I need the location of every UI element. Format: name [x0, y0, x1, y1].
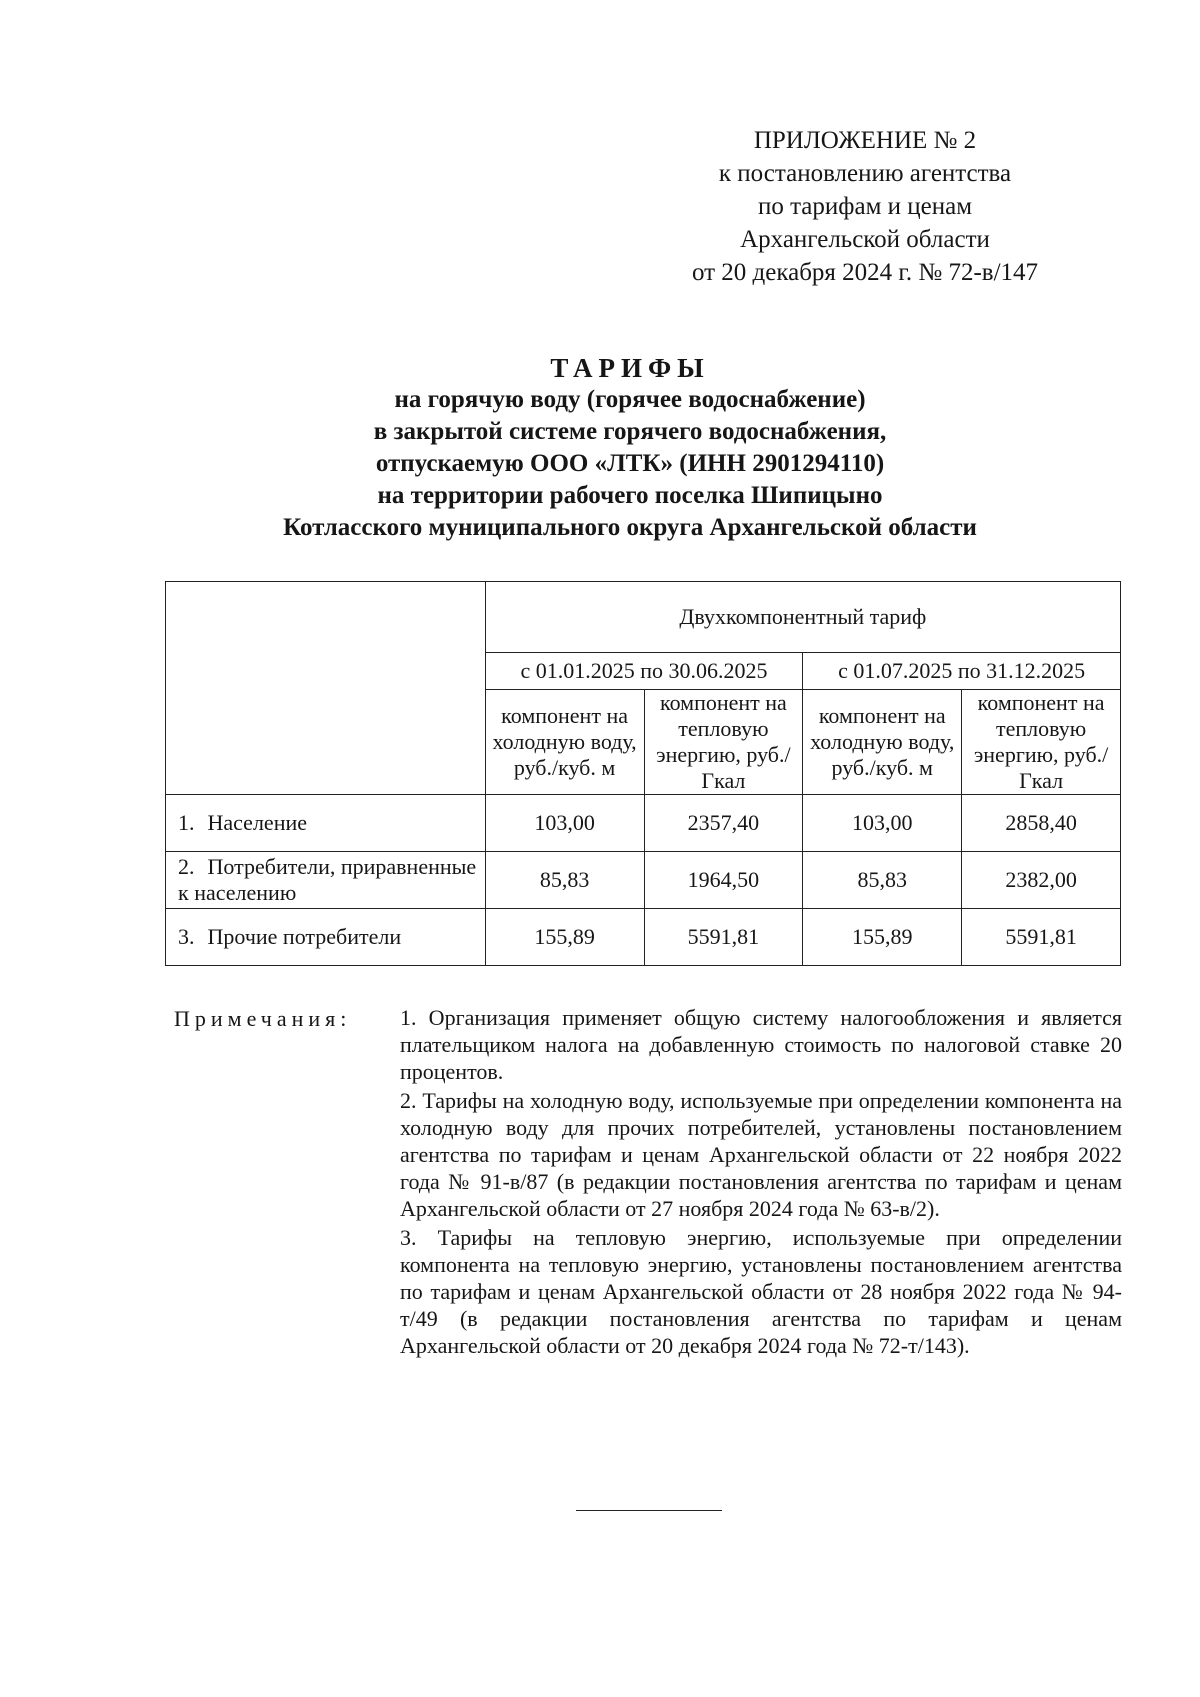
value-cell: 155,89: [485, 909, 644, 966]
end-divider: [576, 1510, 722, 1511]
title-line: Котласского муниципального округа Архангельской области: [283, 514, 977, 541]
row-label-cell: [166, 909, 486, 966]
appendix-ref-line: Архангельской области: [740, 226, 990, 253]
note-item: 3. Тарифы на тепловую энергию, используемые при определении компонента на тепловую энергию, установлены постановлением агентства по тарифам и ценам Архангельской области от 28 ноября 2022 года № 94-т/49 (в редакции постановления агентства по тарифам и ценам Архангельской области от 20 декабря 2024 года № 72-т/143).: [400, 1225, 1122, 1358]
title-line: на территории рабочего поселка Шипицыно: [377, 482, 883, 509]
title-main: ТАРИФЫ: [550, 353, 710, 383]
row-number: 2.: [178, 854, 195, 879]
title-line: отпускаемую ООО «ЛТК» (ИНН 2901294110): [375, 450, 885, 477]
value-cell: 2858,40: [962, 795, 1121, 852]
value-cell: 85,83: [485, 852, 644, 909]
appendix-header: [660, 124, 1070, 289]
notes-list: [400, 1004, 1122, 1361]
table-row: [166, 852, 1121, 909]
note-item: 2. Тарифы на холодную воду, используемые при определении компонента на холодную воду для прочих потребителей, установлены постановлением агентства по тарифам и ценам Архангельской области от 22 ноября 2022 года № 91-в/87 (в редакции постановления агентства по тарифам и ценам Архангельской области от 27 ноября 2024 года № 63-в/2).: [400, 1088, 1122, 1221]
header-component-heat-2: [962, 690, 1121, 795]
value-cell: 5591,81: [962, 909, 1121, 966]
value-cell: 103,00: [803, 795, 962, 852]
header-component-text: компонент на тепловую энергию, руб./Гкал: [973, 690, 1109, 793]
header-period-1: с 01.01.2025 по 30.06.2025: [485, 653, 803, 690]
header-component-cold-water-2: [803, 690, 962, 795]
appendix-date-number: от 20 декабря 2024 г. № 72-в/147: [691, 259, 1039, 286]
value-cell: 2357,40: [644, 795, 803, 852]
table-corner-cell: [166, 582, 486, 795]
table-row: [166, 909, 1121, 966]
header-two-component-tariff: Двухкомпонентный тариф: [485, 582, 1120, 653]
note-item: 1. Организация применяет общую систему налогообложения и является плательщиком налога на добавленную стоимость по налоговой ставке 20 процентов.: [400, 1005, 1122, 1084]
header-component-text: компонент на тепловую энергию, руб./Гкал: [656, 690, 791, 793]
value-cell: 85,83: [803, 852, 962, 909]
title-line: в закрытой системе горячего водоснабжения,: [373, 418, 887, 445]
tariff-table: [165, 581, 1121, 966]
row-label-cell: [166, 795, 486, 852]
value-cell: 2382,00: [962, 852, 1121, 909]
table-row: [166, 795, 1121, 852]
row-label: Население: [207, 810, 308, 835]
header-component-text: компонент на холодную воду, руб./куб. м: [492, 703, 637, 780]
title-line: на горячую воду (горячее водоснабжение): [394, 386, 866, 413]
row-number: 3.: [178, 924, 195, 949]
document-title: [200, 352, 1060, 544]
appendix-number: ПРИЛОЖЕНИЕ № 2: [753, 127, 977, 154]
value-cell: 103,00: [485, 795, 644, 852]
header-component-cold-water-1: [485, 690, 644, 795]
appendix-ref-line: по тарифам и ценам: [757, 193, 973, 220]
value-cell: 1964,50: [644, 852, 803, 909]
header-component-text: компонент на холодную воду, руб./куб. м: [810, 703, 955, 780]
row-number: 1.: [178, 810, 195, 835]
header-component-heat-1: [644, 690, 803, 795]
header-period-2: с 01.07.2025 по 31.12.2025: [803, 653, 1121, 690]
row-label: Потребители, приравненные к населению: [178, 854, 477, 905]
row-label: Прочие потребители: [207, 924, 402, 949]
value-cell: 155,89: [803, 909, 962, 966]
row-label-cell: [166, 852, 486, 909]
value-cell: 5591,81: [644, 909, 803, 966]
notes-label: Примечания:: [174, 1006, 352, 1031]
appendix-ref-line: к постановлению агентства: [718, 160, 1012, 187]
